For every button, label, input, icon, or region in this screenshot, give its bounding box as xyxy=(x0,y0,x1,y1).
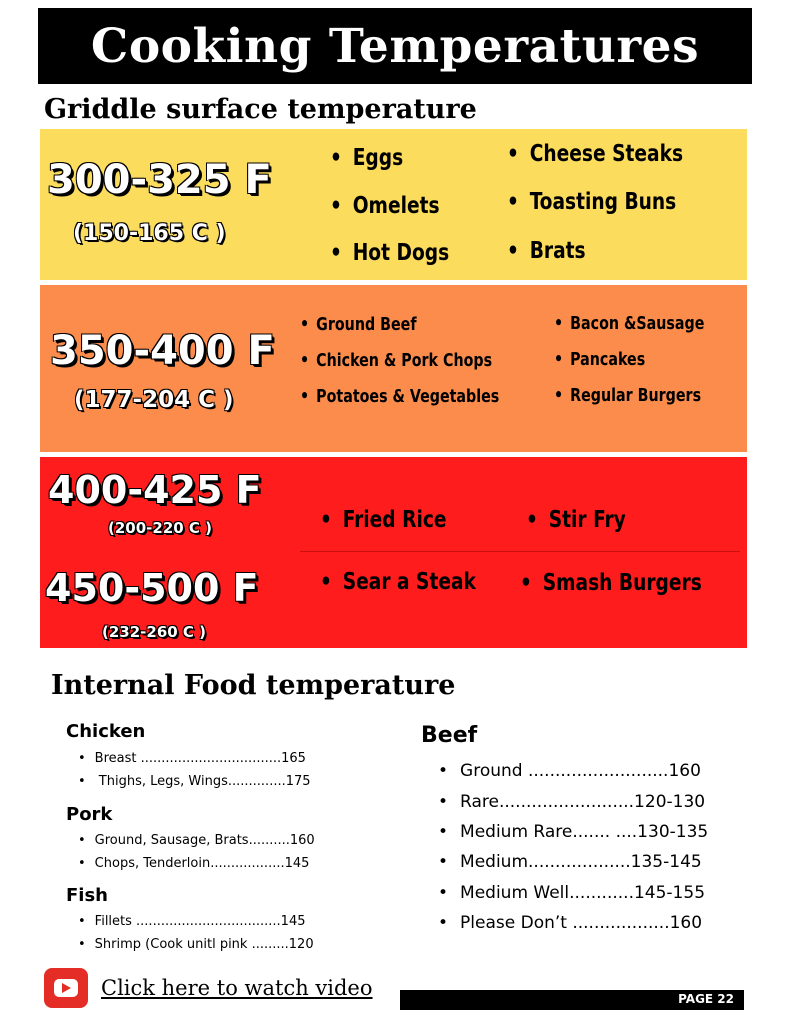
youtube-play-button-shape xyxy=(54,979,78,997)
internal-heading: Internal Food temperature xyxy=(51,670,456,701)
page-number: PAGE 22 xyxy=(678,992,734,1006)
page-title: Cooking Temperatures xyxy=(38,8,752,84)
food-item: • Regular Burgers xyxy=(554,385,701,406)
griddle-heading: Griddle surface temperature xyxy=(44,94,477,125)
category-chicken: Chicken xyxy=(66,721,146,742)
category-fish: Fish xyxy=(66,885,108,906)
band-temp-f: 450-500 F xyxy=(45,566,259,610)
list-item: • Rare.........................120-130 xyxy=(438,792,705,812)
food-item: • Fried Rice xyxy=(320,507,447,533)
category-pork: Pork xyxy=(66,804,113,825)
list-item: • Medium...................135-145 xyxy=(438,852,702,872)
list-item: • Ground ..........................160 xyxy=(438,761,701,781)
list-item: • Chops, Tenderloin..................145 xyxy=(78,856,309,871)
list-item: • Shrimp (Cook unitl pink .........120 xyxy=(78,937,314,952)
band-temp-f: 400-425 F xyxy=(48,468,262,512)
list-item: • Thighs, Legs, Wings..............175 xyxy=(78,774,311,789)
category-beef: Beef xyxy=(421,723,478,748)
band-temp-f: 300-325 F xyxy=(47,157,272,203)
food-item: • Chicken & Pork Chops xyxy=(300,350,492,371)
watch-video-link[interactable]: Click here to watch video xyxy=(101,976,373,1000)
list-item: • Medium Rare....... ....130-135 xyxy=(438,822,708,842)
play-triangle-icon xyxy=(61,983,71,993)
page-number-bar xyxy=(400,990,744,1010)
band-temp-c: (200-220 C ) xyxy=(108,519,213,537)
list-item: • Please Don’t ..................160 xyxy=(438,913,702,933)
food-item: • Brats xyxy=(507,238,586,264)
food-item: • Omelets xyxy=(330,193,440,219)
food-item: • Toasting Buns xyxy=(507,189,676,215)
band-temp-c: (232-260 C ) xyxy=(102,623,207,641)
food-item: • Cheese Steaks xyxy=(507,141,683,167)
list-item: • Breast ..................................165 xyxy=(78,751,306,766)
food-item: • Bacon &Sausage xyxy=(554,313,704,334)
food-item: • Pancakes xyxy=(554,349,645,370)
list-item: • Ground, Sausage, Brats..........160 xyxy=(78,833,315,848)
band-divider xyxy=(300,551,740,552)
band-temp-f: 350-400 F xyxy=(50,328,275,374)
band-temp-c: (150-165 C ) xyxy=(73,221,226,246)
food-item: • Smash Burgers xyxy=(520,570,702,596)
food-item: • Potatoes & Vegetables xyxy=(300,386,499,407)
list-item: • Fillets ...................................145 xyxy=(78,914,305,929)
food-item: • Eggs xyxy=(330,145,403,171)
youtube-play-icon[interactable] xyxy=(44,968,88,1008)
band-temp-c: (177-204 C ) xyxy=(74,387,234,413)
food-item: • Sear a Steak xyxy=(320,569,476,595)
food-item: • Hot Dogs xyxy=(330,240,449,266)
food-item: • Stir Fry xyxy=(526,507,626,533)
list-item: • Medium Well............145-155 xyxy=(438,883,705,903)
food-item: • Ground Beef xyxy=(300,314,417,335)
